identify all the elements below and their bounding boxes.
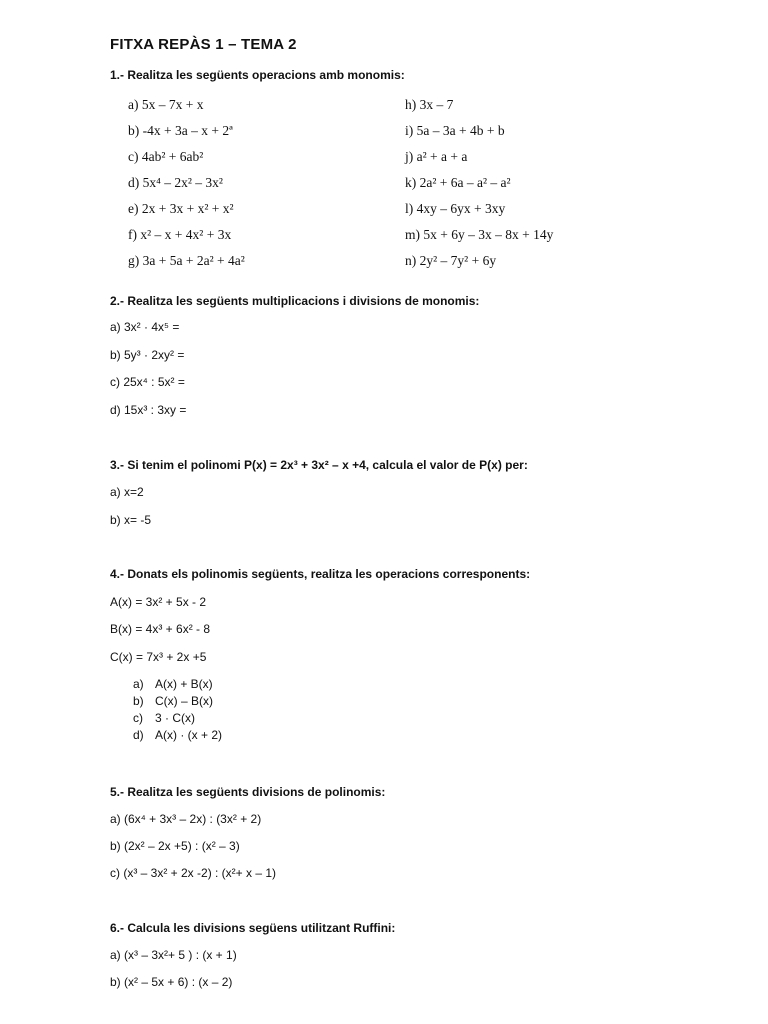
list-item-text: C(x) – B(x) [155, 694, 213, 708]
list-item-text: A(x) + B(x) [155, 677, 213, 691]
ex3-item-b: b) x= -5 [110, 513, 152, 527]
ex1-item-g: g) 3a + 5a + 2a² + 4a² [128, 253, 245, 268]
ex6-item-a: a) (x³ – 3x²+ 5 ) : (x + 1) [110, 948, 237, 962]
exercise-6-heading: 6.- Calcula les divisions següens utilitzant Ruffini: [110, 921, 396, 935]
exercise-3-heading: 3.- Si tenim el polinomi P(x) = 2x³ + 3x² – x +4, calcula el valor de P(x) per: [110, 458, 528, 472]
list-marker: b) [133, 694, 144, 708]
ex1-item-b: b) -4x + 3a – x + 2ª [128, 123, 233, 138]
ex1-item-l: l) 4xy – 6yx + 3xy [405, 201, 506, 216]
ex2-item-c: c) 25x⁴ : 5x² = [110, 375, 185, 389]
ex1-item-j: j) a² + a + a [405, 149, 468, 164]
ex1-item-e: e) 2x + 3x + x² + x² [128, 201, 234, 216]
ex1-item-a: a) 5x – 7x + x [128, 97, 204, 112]
ex2-item-a: a) 3x² · 4x⁵ = [110, 320, 180, 334]
exercise-4-heading: 4.- Donats els polinomis següents, realitza les operacions corresponents: [110, 567, 531, 581]
list-item [133, 727, 222, 744]
ex1-item-f: f) x² – x + 4x² + 3x [128, 227, 232, 242]
ex3-item-a: a) x=2 [110, 485, 144, 499]
exercise-5-heading: 5.- Realitza les següents divisions de polinomis: [110, 785, 386, 799]
ex1-item-m: m) 5x + 6y – 3x – 8x + 14y [405, 227, 554, 242]
list-item-text: 3 · C(x) [155, 711, 195, 725]
ex4-def-b: B(x) = 4x³ + 6x² - 8 [110, 622, 211, 636]
ex1-item-d: d) 5x⁴ – 2x² – 3x² [128, 175, 223, 190]
ex5-item-c: c) (x³ – 3x² + 2x -2) : (x²+ x – 1) [110, 866, 277, 880]
ex1-item-c: c) 4ab² + 6ab² [128, 149, 204, 164]
ex5-item-a: a) (6x⁴ + 3x³ – 2x) : (3x² + 2) [110, 812, 262, 826]
ex1-item-h: h) 3x – 7 [405, 97, 454, 112]
list-item-text: A(x) · (x + 2) [155, 728, 223, 742]
list-item [133, 693, 222, 710]
ex2-item-b: b) 5y³ · 2xy² = [110, 348, 185, 362]
ex1-item-i: i) 5a – 3a + 4b + b [405, 123, 505, 138]
ex1-item-n: n) 2y² – 7y² + 6y [405, 253, 497, 268]
list-marker: d) [133, 728, 144, 742]
list-item [133, 710, 222, 727]
list-marker: a) [133, 677, 144, 691]
exercise-2-heading: 2.- Realitza les següents multiplicacions i divisions de monomis: [110, 294, 480, 308]
ex6-item-b: b) (x² – 5x + 6) : (x – 2) [110, 975, 233, 989]
list-item [133, 676, 222, 693]
ex4-def-a: A(x) = 3x² + 5x - 2 [110, 595, 207, 609]
ex4-def-c: C(x) = 7x³ + 2x +5 [110, 650, 207, 664]
ex2-item-d: d) 15x³ : 3xy = [110, 403, 187, 417]
list-marker: c) [133, 711, 143, 725]
ex1-item-k: k) 2a² + 6a – a² – a² [405, 175, 511, 190]
page-title: FITXA REPÀS 1 – TEMA 2 [110, 36, 297, 53]
ex4-operations-list [133, 676, 222, 744]
ex5-item-b: b) (2x² – 2x +5) : (x² – 3) [110, 839, 240, 853]
exercise-1-heading: 1.- Realitza les següents operacions amb monomis: [110, 68, 405, 82]
